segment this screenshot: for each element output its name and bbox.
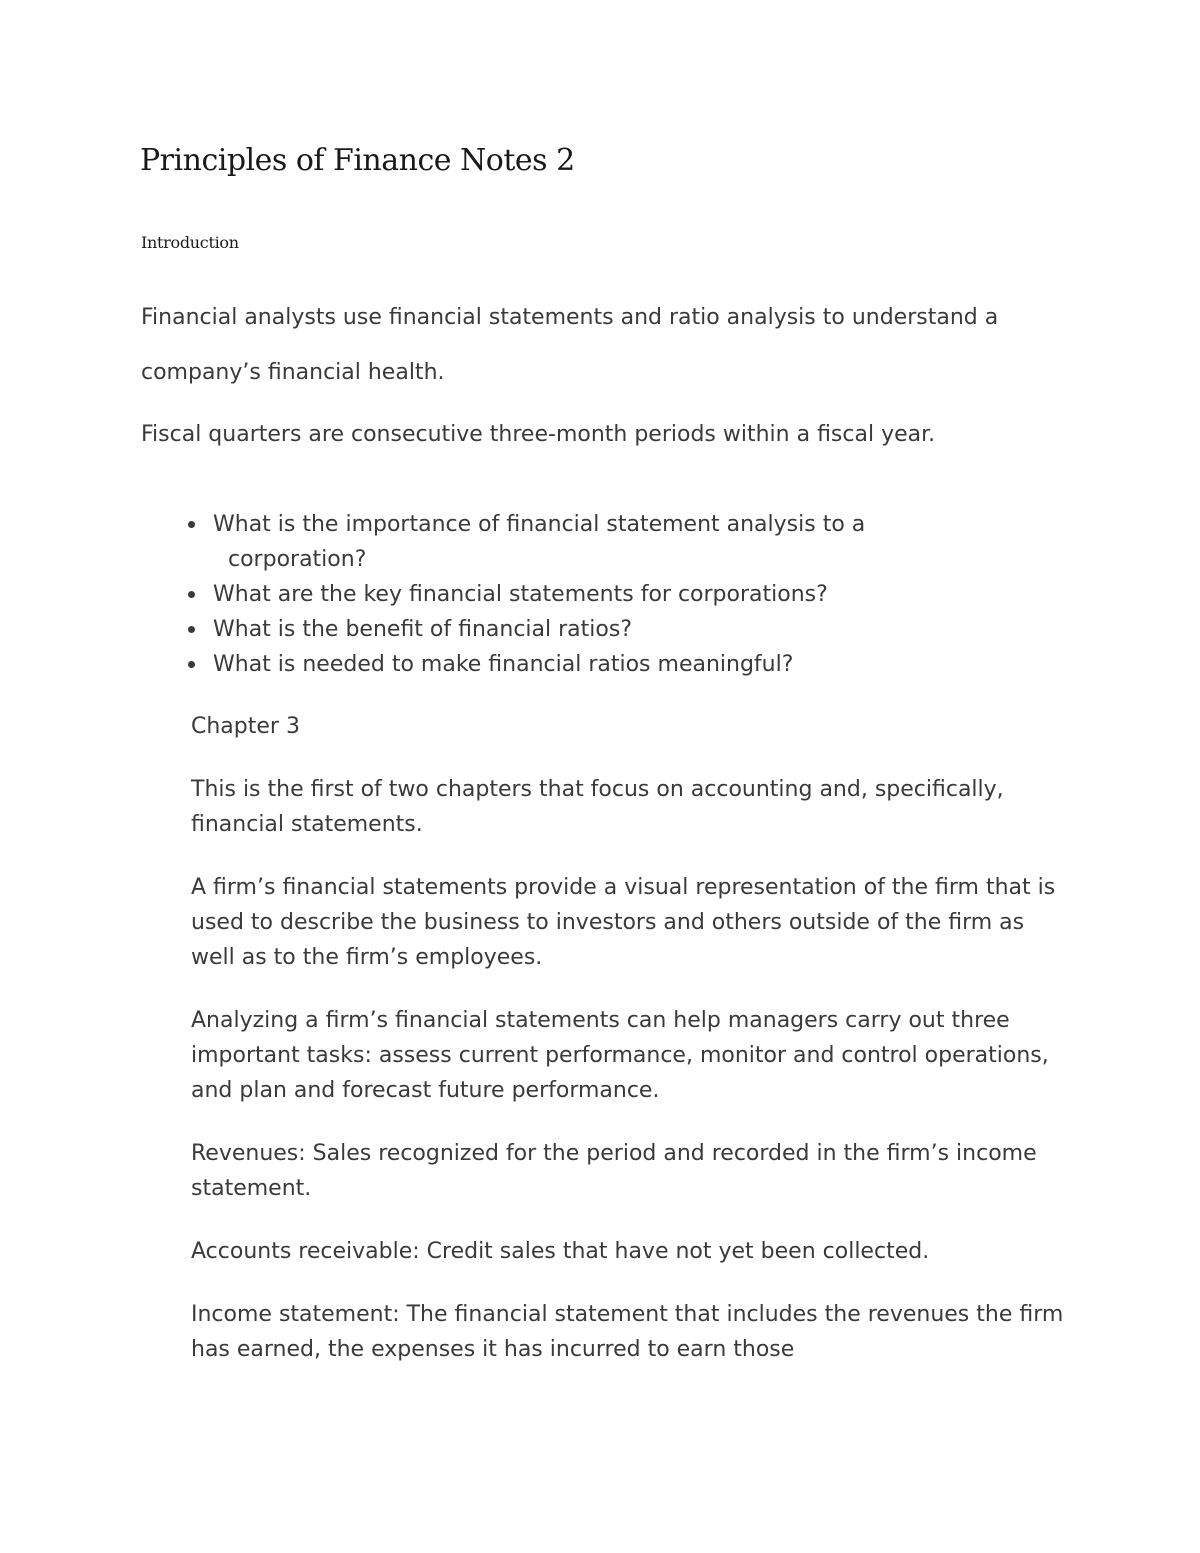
list-item [185, 577, 945, 612]
question-text-continuation: corporation? [228, 547, 367, 572]
list-item [185, 507, 945, 577]
question-text: What are the key financial statements for corporations? [213, 582, 828, 607]
bullet-icon [188, 661, 195, 668]
definition-income-statement: Income statement: The financial statement that includes the revenues the firm has earned, the expenses it has incurred to earn those [191, 1302, 1064, 1362]
intro-paragraph-fiscal-quarters: Fiscal quarters are consecutive three-month periods within a fiscal year. [141, 422, 936, 447]
bullet-icon [188, 521, 195, 528]
list-item [185, 647, 945, 682]
list-item [185, 612, 945, 647]
chapter-paragraph: This is the first of two chapters that focus on accounting and, specifically, financial statements. [191, 777, 1004, 837]
chapter-paragraph: Analyzing a firm’s financial statements can help managers carry out three important tasks: assess current performance, monitor and control operations, and plan and forecast future performance. [191, 1008, 1049, 1103]
chapter-paragraph: A firm’s financial statements provide a visual representation of the firm that is used to describe the business to investors and others outside of the firm as well as to the firm’s employees. [191, 875, 1056, 970]
question-list [185, 507, 945, 682]
definition-accounts-receivable: Accounts receivable: Credit sales that have not yet been collected. [191, 1239, 930, 1264]
question-text-line: What is the importance of financial statement analysis to a [213, 512, 866, 537]
definition-revenues: Revenues: Sales recognized for the period and recorded in the firm’s income statement. [191, 1141, 1037, 1201]
question-text: What is needed to make financial ratios meaningful? [213, 652, 794, 677]
bullet-icon [188, 591, 195, 598]
chapter-heading: Chapter 3 [191, 714, 300, 739]
section-label-introduction: Introduction [141, 233, 239, 252]
bullet-icon [188, 626, 195, 633]
question-text: What is the benefit of financial ratios? [213, 617, 632, 642]
document-title: Principles of Finance Notes 2 [140, 143, 575, 178]
chapter-section [191, 709, 1071, 1395]
question-text [213, 507, 945, 577]
intro-paragraph-analysts: Financial analysts use financial statements and ratio analysis to understand a company’s financial health. [141, 305, 999, 385]
